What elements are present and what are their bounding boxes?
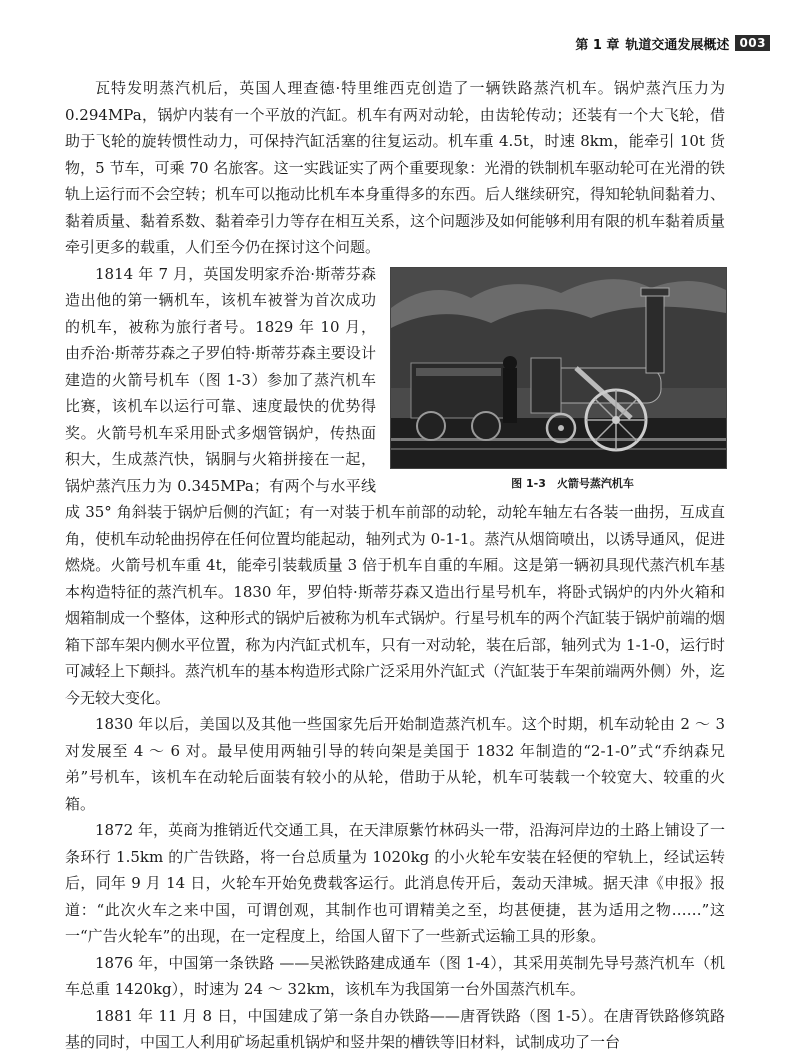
paragraph: 1872 年，英商为推销近代交通工具，在天津原紫竹林码头一带，沿海河岸边的土路上铺设了一条环行 1.5km 的广告铁路，将一台总质量为 1020kg 的小火轮车安装在轻便的窄轨上，经试运转后，同年 9 月 14 日，火轮车开始免费载客运行。此消息传开后，轰动天津城。据天津《申报》报道：“此次火车之来中国，可谓创观，其制作也可谓精美之至，均甚便捷，甚为适用之物……”这一“广告火轮车”的出现，在一定程度上，给国人留下了一些新式运输工具的形象。 — [65, 821, 725, 945]
paragraph: 1881 年 11 月 8 日，中国建成了第一条自办铁路——唐胥铁路（图 1-5）。在唐胥铁路修筑路基的同时，中国工人利用矿场起重机锅炉和竖井架的槽铁等旧材料，试制成功了一台 — [65, 1006, 725, 1051]
chapter-label: 第 1 章 — [575, 37, 620, 53]
locomotive-illustration — [391, 268, 726, 468]
paragraph-with-figure — [65, 261, 725, 712]
running-header — [575, 33, 770, 53]
page-number: 003 — [735, 35, 770, 51]
chapter-title: 轨道交通发展概述 — [625, 37, 730, 53]
figure-1-3 — [390, 267, 725, 491]
locomotive-photo — [390, 267, 727, 469]
figure-caption: 图 1-3 火箭号蒸汽机车 — [511, 476, 634, 490]
paragraph: 瓦特发明蒸汽机后，英国人理查德·特里维西克创造了一辆铁路蒸汽机车。锅炉蒸汽压力为 0.294MPa，锅炉内装有一个平放的汽缸。机车有两对动轮，由齿轮传动；还装有一个大飞轮，借助于飞轮的旋转惯性动力，可保持汽缸活塞的往复运动。机车重 4.5t，时速 8km，能牵引 10t 货物，5 节车，可乘 70 名旅客。这一实践证实了两个重要现象：光滑的铁制机车驱动轮可在光滑的铁轨上运行而不会空转；机车可以拖动比机车本身重得多的东西。后人继续研究，得知轮轨间黏着力、黏着质量、黏着系数、黏着牵引力等存在相互关系，这个问题涉及如何能够利用有限的机车黏着质量牵引更多的载重，人们至今仍在探讨这个问题。 — [65, 79, 726, 256]
paragraph: 1876 年，中国第一条铁路 ——吴淞铁路建成通车（图 1-4），其采用英制先导号蒸汽机车（机车总重 1420kg），时速为 24 ～ 32km，该机车为我国第一台外国蒸汽机车。 — [65, 953, 725, 998]
body-text — [65, 75, 725, 1056]
paragraph: 1830 年以后，美国以及其他一些国家先后开始制造蒸汽机车。这个时期，机车动轮由 2 ～ 3 对发展至 4 ～ 6 对。最早使用两轴引导的转向架是美国于 1832 年制造的“2-1-0”式“乔纳森兄弟”号机车，该机车在动轮后面装有较小的从轮，借助于从轮，机车可装载一个较宽大、较重的火箱。 — [65, 715, 725, 813]
paragraph-text: 1814 年 7 月，英国发明家乔治·斯蒂芬森造出他的第一辆机车，该机车被誉为首次成功的机车，被称为旅行者号。1829 年 10 月，由乔治·斯蒂芬森之子罗伯特·斯蒂芬森主要设计建造的火箭号机车（图 1-3）参加了蒸汽机车比赛，该机车以运行可靠、速度最快的优势得奖。火箭号机车采用卧式多烟管锅炉，传热面积大，生成蒸汽快，锅胴与火箱拼接在一起，锅炉蒸汽压力为 0.345MPa；有两个与水平线成 35° 角斜装于锅炉后侧的汽缸；有一对装于机车前部的动轮，动轮车轴左右各装一曲拐，互成直角，使机车动轮曲拐停在任何位置均能起动，轴列式为 0-1-1。蒸汽从烟筒喷出，以诱导通风，促进燃烧。火箭号机车重 4t，能牵引装载质量 3 倍于机车自重的车厢。这是第一辆初具现代蒸汽机车基本构造特征的蒸汽机车。1830 年，罗伯特·斯蒂芬森又造出行星号机车，将卧式锅炉的内外火箱和烟箱制成一个整体，这种形式的锅炉后被称为机车式锅炉。行星号机车的两个汽缸装于锅炉前端的烟箱下部车架内侧水平位置，称为内汽缸式机车，只有一对动轮，装在后部，轴列式为 1-1-0，运行时可减轻上下颠抖。蒸汽机车的基本构造形式除广泛采用外汽缸式（汽缸装于车架前端两外侧）外，迄今无较大变化。 — [65, 264, 726, 707]
